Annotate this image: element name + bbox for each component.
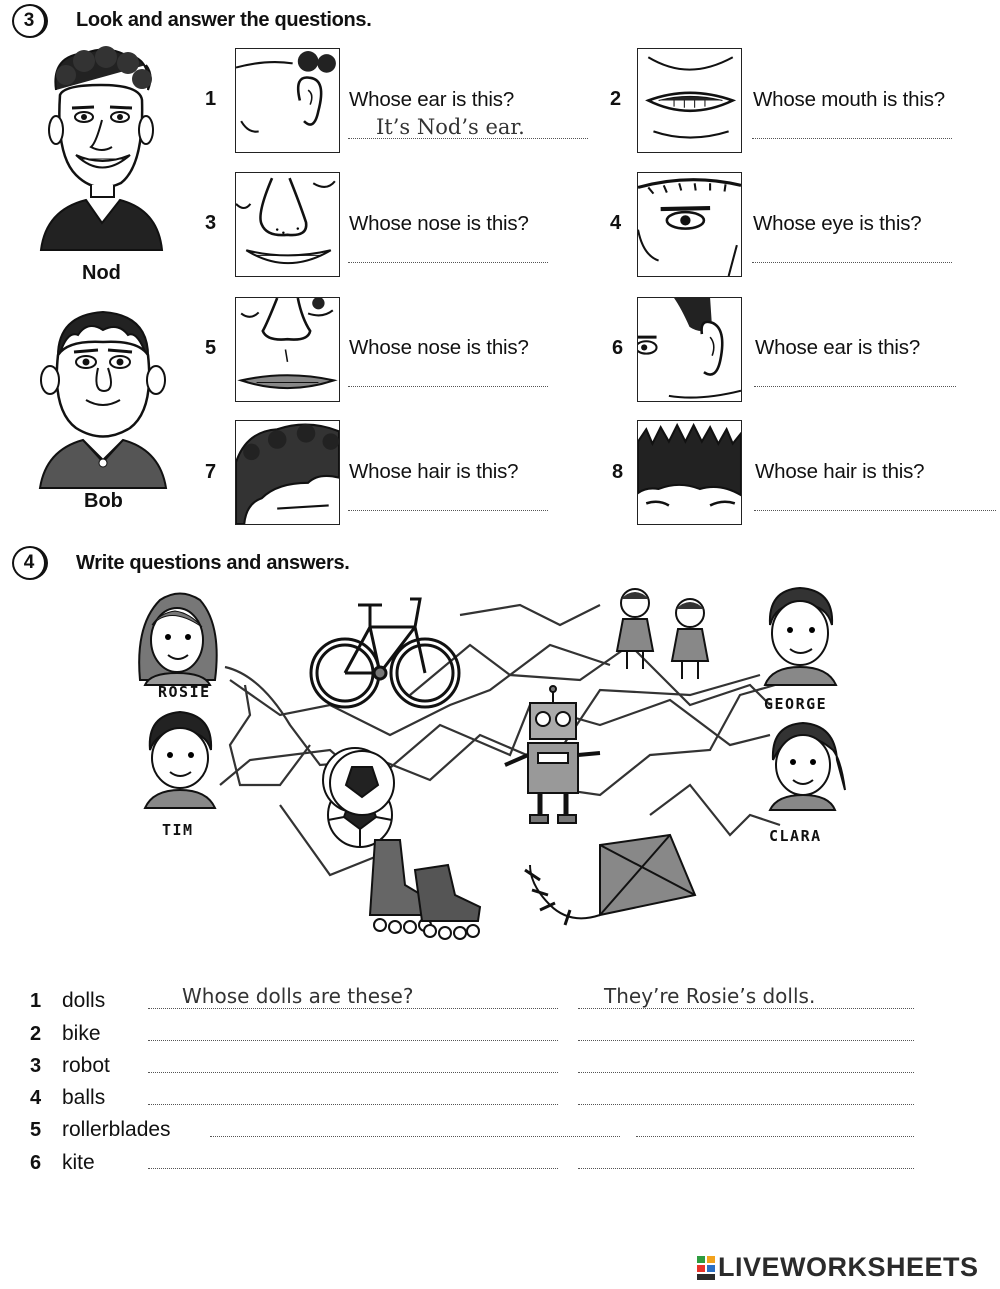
rollerblades-drawing bbox=[370, 840, 480, 939]
row-1-answer: They’re Rosie’s dolls. bbox=[604, 984, 816, 1008]
question-7-number: 7 bbox=[205, 461, 217, 483]
row-3-number: 3 bbox=[30, 1055, 42, 1077]
row-6-question-line[interactable] bbox=[148, 1168, 558, 1169]
question-4-number: 4 bbox=[610, 212, 622, 234]
question-1-text: Whose ear is this? bbox=[349, 88, 515, 111]
row-1-number: 1 bbox=[30, 990, 42, 1012]
toys-maze-picture bbox=[130, 585, 860, 950]
liveworksheets-logo-icon bbox=[697, 1256, 715, 1280]
row-3-answer-line[interactable] bbox=[578, 1072, 914, 1073]
bob-illustration bbox=[38, 300, 168, 490]
question-5-text: Whose nose is this? bbox=[349, 336, 529, 359]
question-1-image bbox=[235, 48, 340, 153]
question-3-text: Whose nose is this? bbox=[349, 212, 529, 235]
question-7-image bbox=[235, 420, 340, 525]
row-6-word: kite bbox=[62, 1151, 95, 1174]
question-3-answer-line[interactable] bbox=[348, 262, 548, 263]
rosie-drawing bbox=[139, 594, 217, 686]
section-3-title: Look and answer the questions. bbox=[76, 9, 372, 31]
person-label-bob: Bob bbox=[84, 490, 123, 512]
dolls-drawing bbox=[617, 589, 708, 679]
question-6-image bbox=[637, 297, 742, 402]
question-6-number: 6 bbox=[612, 337, 624, 359]
liveworksheets-brand[interactable]: LIVEWORKSHEETS bbox=[718, 1252, 979, 1282]
row-5-word: rollerblades bbox=[62, 1118, 171, 1141]
row-4-question-line[interactable] bbox=[148, 1104, 558, 1105]
question-4-answer-line[interactable] bbox=[752, 262, 952, 263]
question-2-number: 2 bbox=[610, 88, 622, 110]
row-1-question: Whose dolls are these? bbox=[182, 984, 414, 1008]
question-4-image bbox=[637, 172, 742, 277]
kid-label-clara: CLARA bbox=[769, 827, 822, 845]
kid-label-george: GEORGE bbox=[764, 695, 828, 713]
question-7-text: Whose hair is this? bbox=[349, 460, 519, 483]
question-1-answer: It’s Nod’s ear. bbox=[376, 115, 525, 139]
kite-drawing bbox=[525, 835, 695, 925]
question-2-answer-line[interactable] bbox=[752, 138, 952, 139]
row-4-answer-line[interactable] bbox=[578, 1104, 914, 1105]
george-drawing bbox=[765, 588, 836, 685]
row-6-answer-line[interactable] bbox=[578, 1168, 914, 1169]
robot-drawing bbox=[505, 686, 600, 823]
balls-drawing bbox=[323, 748, 394, 847]
row-1-word: dolls bbox=[62, 989, 106, 1012]
row-2-number: 2 bbox=[30, 1023, 42, 1045]
section-4-title: Write questions and answers. bbox=[76, 552, 350, 574]
question-8-text: Whose hair is this? bbox=[755, 460, 925, 483]
row-5-question-line[interactable] bbox=[210, 1136, 620, 1137]
question-1-answer-line[interactable] bbox=[348, 138, 588, 139]
question-6-text: Whose ear is this? bbox=[755, 336, 921, 359]
section-3-number: 3 bbox=[12, 4, 48, 38]
kid-label-tim: TIM bbox=[162, 821, 194, 839]
question-8-number: 8 bbox=[612, 461, 624, 483]
kid-label-rosie: ROSIE bbox=[158, 683, 211, 701]
question-5-number: 5 bbox=[205, 337, 217, 359]
clara-drawing bbox=[770, 723, 845, 810]
question-8-image bbox=[637, 420, 742, 525]
tim-drawing bbox=[145, 712, 215, 808]
row-2-word: bike bbox=[62, 1022, 101, 1045]
question-8-answer-line[interactable] bbox=[754, 510, 996, 511]
bike-drawing bbox=[311, 599, 459, 707]
row-5-answer-line[interactable] bbox=[636, 1136, 914, 1137]
person-label-nod: Nod bbox=[82, 262, 121, 284]
question-4-text: Whose eye is this? bbox=[753, 212, 922, 235]
row-1-question-line[interactable] bbox=[148, 1008, 558, 1009]
row-1-answer-line[interactable] bbox=[578, 1008, 914, 1009]
question-5-image bbox=[235, 297, 340, 402]
question-5-answer-line[interactable] bbox=[348, 386, 548, 387]
row-4-word: balls bbox=[62, 1086, 106, 1109]
question-6-answer-line[interactable] bbox=[754, 386, 956, 387]
question-3-image bbox=[235, 172, 340, 277]
section-4-number: 4 bbox=[12, 546, 48, 580]
row-2-answer-line[interactable] bbox=[578, 1040, 914, 1041]
question-1-number: 1 bbox=[205, 88, 217, 110]
row-6-number: 6 bbox=[30, 1152, 42, 1174]
row-3-question-line[interactable] bbox=[148, 1072, 558, 1073]
nod-illustration bbox=[36, 45, 166, 260]
row-5-number: 5 bbox=[30, 1119, 42, 1141]
row-2-question-line[interactable] bbox=[148, 1040, 558, 1041]
question-3-number: 3 bbox=[205, 212, 217, 234]
question-2-text: Whose mouth is this? bbox=[753, 88, 945, 111]
question-2-image bbox=[637, 48, 742, 153]
question-7-answer-line[interactable] bbox=[348, 510, 548, 511]
row-4-number: 4 bbox=[30, 1087, 42, 1109]
row-3-word: robot bbox=[62, 1054, 110, 1077]
